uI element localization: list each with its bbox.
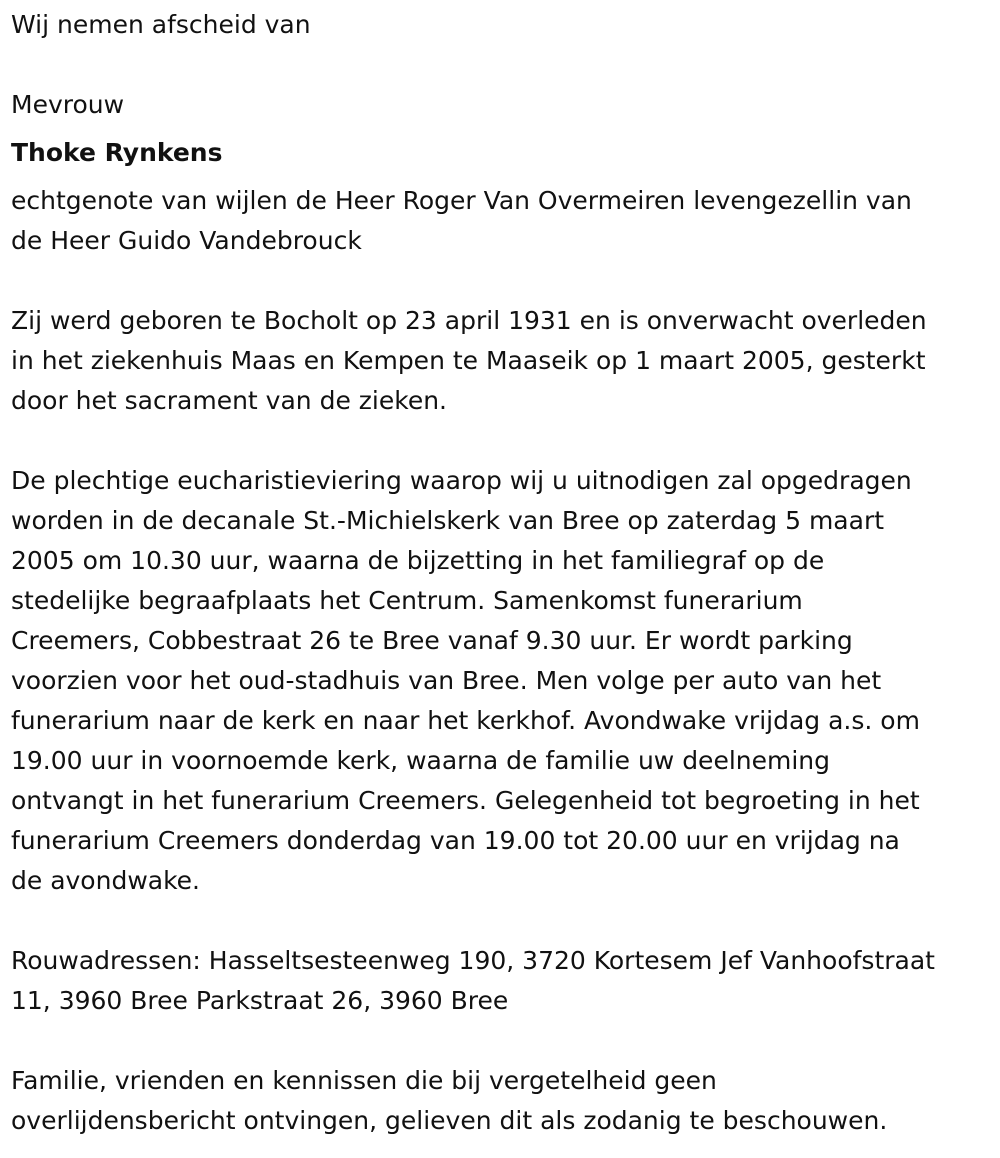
intro-line: Wij nemen afscheid van <box>11 10 311 39</box>
text-line: door het sacrament van de zieken. <box>11 386 447 415</box>
spacer <box>11 421 996 461</box>
spacer <box>11 173 996 181</box>
addresses-paragraph <box>11 941 996 1021</box>
text-line: 11, 3960 Bree Parkstraat 26, 3960 Bree <box>11 986 509 1015</box>
text-line: voorzien voor het oud-stadhuis van Bree. Men volge per auto van het <box>11 666 882 695</box>
text-line: Rouwadressen: Hasseltsesteenweg 190, 3720 Kortesem Jef Vanhoofstraat <box>11 946 935 975</box>
text-line: echtgenote van wijlen de Heer Roger Van Overmeiren levengezellin van <box>11 186 912 215</box>
relation-paragraph <box>11 181 996 261</box>
text-line: Creemers, Cobbestraat 26 te Bree vanaf 9.30 uur. Er wordt parking <box>11 626 853 655</box>
spacer <box>11 1021 996 1061</box>
text-line: funerarium Creemers donderdag van 19.00 tot 20.00 uur en vrijdag na <box>11 826 900 855</box>
spacer <box>11 125 996 133</box>
text-line: overlijdensbericht ontvingen, gelieven dit als zodanig te beschouwen. <box>11 1106 888 1135</box>
ceremony-paragraph <box>11 461 996 901</box>
text-line: De plechtige eucharistieviering waarop wij u uitnodigen zal opgedragen <box>11 466 912 495</box>
text-line: stedelijke begraafplaats het Centrum. Samenkomst funerarium <box>11 586 803 615</box>
text-line: worden in de decanale St.-Michielskerk van Bree op zaterdag 5 maart <box>11 506 885 535</box>
text-line: de avondwake. <box>11 866 201 895</box>
spacer <box>11 45 996 85</box>
text-line: de Heer Guido Vandebrouck <box>11 226 362 255</box>
closing-paragraph <box>11 1061 996 1141</box>
text-line: 19.00 uur in voornoemde kerk, waarna de familie uw deelneming <box>11 746 831 775</box>
text-line: Familie, vrienden en kennissen die bij vergetelheid geen <box>11 1066 717 1095</box>
text-line: Zij werd geboren te Bocholt op 23 april 1931 en is onverwacht overleden <box>11 306 927 335</box>
text-line: 2005 om 10.30 uur, waarna de bijzetting in het familiegraf op de <box>11 546 825 575</box>
text-line: in het ziekenhuis Maas en Kempen te Maaseik op 1 maart 2005, gesterkt <box>11 346 926 375</box>
obituary-document <box>11 5 996 1141</box>
text-line: funerarium naar de kerk en naar het kerkhof. Avondwake vrijdag a.s. om <box>11 706 920 735</box>
birth-death-paragraph <box>11 301 996 421</box>
salutation: Mevrouw <box>11 90 125 119</box>
deceased-name: Thoke Rynkens <box>11 138 223 167</box>
spacer <box>11 901 996 941</box>
text-line: ontvangt in het funerarium Creemers. Gelegenheid tot begroeting in het <box>11 786 920 815</box>
spacer <box>11 261 996 301</box>
